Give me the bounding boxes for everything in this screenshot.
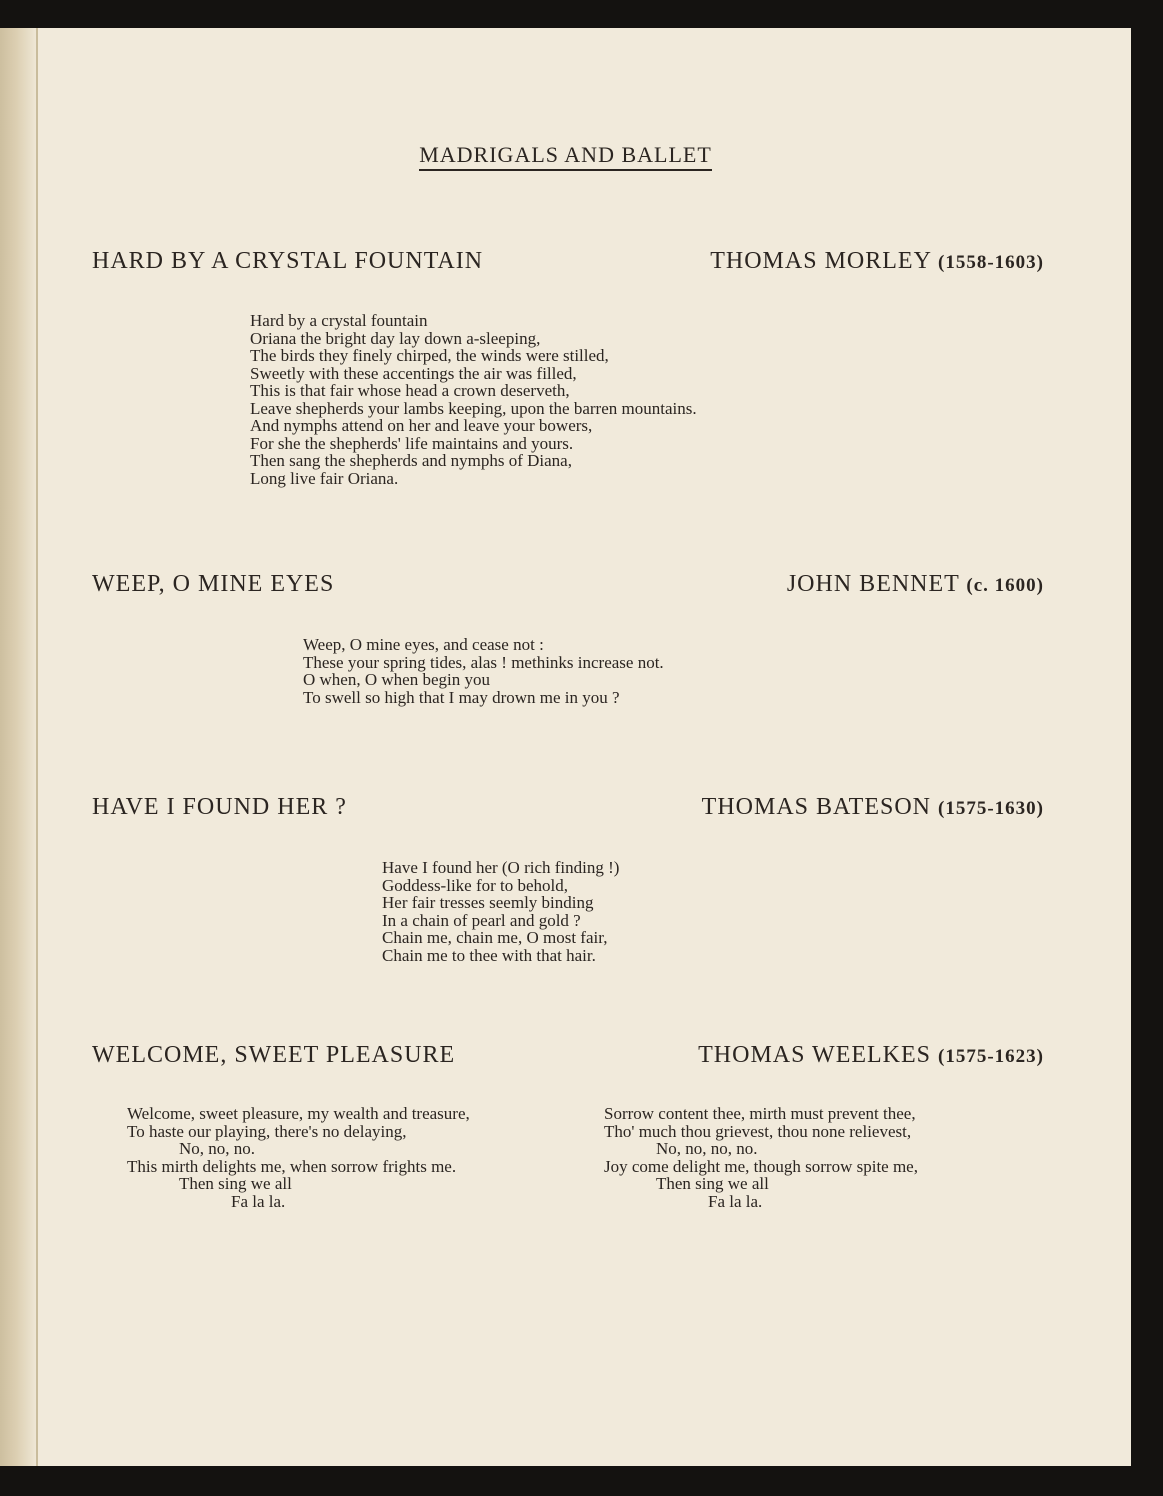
composer-dates: (c. 1600) [966, 575, 1044, 596]
lyric-line: And nymphs attend on her and leave your bowers, [250, 416, 593, 435]
song-lyrics-verse-2 [604, 1105, 918, 1210]
lyric-line: Chain me to thee with that hair. [382, 945, 596, 965]
lyric-line: This is that fair whose head a crown deserveth, [250, 381, 570, 400]
song-lyrics [250, 312, 697, 487]
composer-name: THOMAS MORLEY [710, 248, 932, 274]
lyric-line: Long live fair Oriana. [250, 468, 399, 488]
song-composer [787, 571, 1044, 598]
lyric-line: In a chain of pearl and gold ? [382, 910, 581, 930]
song-composer [698, 1042, 1044, 1069]
composer-name: THOMAS WEELKES [698, 1042, 932, 1068]
page-edge [36, 28, 38, 1466]
lyric-line: Goddess-like for to behold, [382, 875, 569, 895]
lyric-line: Then sing we all [656, 1174, 769, 1193]
song-title: HARD BY A CRYSTAL FOUNTAIN [92, 248, 484, 274]
song-lyrics [382, 859, 619, 964]
lyric-line: Fa la la. [231, 1191, 286, 1211]
composer-dates: (1575-1623) [938, 1046, 1044, 1067]
song-composer [710, 248, 1044, 275]
lyric-line: This mirth delights me, when sorrow frights me. [127, 1156, 457, 1176]
song-lyrics [303, 636, 664, 706]
lyric-line: The birds they finely chirped, the winds were stilled, [250, 346, 609, 365]
lyric-line: Fa la la. [708, 1191, 763, 1211]
lyric-line: For she the shepherds' life maintains and yours. [250, 433, 574, 453]
lyric-line: Leave shepherds your lambs keeping, upon the barren mountains. [250, 398, 697, 418]
lyric-line: Hard by a crystal fountain [250, 311, 428, 330]
lyric-line: Have I found her (O rich finding !) [382, 858, 620, 877]
lyric-line: Welcome, sweet pleasure, my wealth and treasure, [127, 1104, 470, 1123]
lyric-line: No, no, no, no. [656, 1139, 758, 1158]
song-title: WELCOME, SWEET PLEASURE [92, 1042, 456, 1068]
song-title: HAVE I FOUND HER ? [92, 794, 347, 820]
lyric-line: No, no, no. [179, 1139, 256, 1158]
lyric-line: Her fair tresses seemly binding [382, 893, 594, 912]
lyric-line: Weep, O mine eyes, and cease not : [303, 635, 544, 654]
composer-name: THOMAS BATESON [701, 794, 932, 820]
song-composer [702, 794, 1044, 821]
lyric-line: Sorrow content thee, mirth must prevent thee, [604, 1104, 916, 1123]
section-heading: MADRIGALS AND BALLET [0, 142, 1131, 171]
lyric-line: These your spring tides, alas ! methinks increase not. [303, 652, 664, 672]
lyric-line: Tho' much thou grievest, thou none relievest, [604, 1121, 912, 1141]
lyric-line: Joy come delight me, though sorrow spite me, [604, 1156, 918, 1176]
lyric-line: Then sang the shepherds and nymphs of Diana, [250, 451, 572, 470]
book-spine-shadow [0, 28, 36, 1466]
program-page [0, 28, 1131, 1466]
lyric-line: To swell so high that I may drown me in you ? [303, 687, 620, 707]
lyric-line: Then sing we all [179, 1174, 292, 1193]
lyric-line: Sweetly with these accentings the air was filled, [250, 363, 577, 383]
song-lyrics-verse-1 [127, 1105, 470, 1210]
composer-name: JOHN BENNET [786, 571, 960, 597]
composer-dates: (1575-1630) [938, 798, 1044, 819]
song-title: WEEP, O MINE EYES [92, 571, 335, 597]
lyric-line: Chain me, chain me, O most fair, [382, 928, 608, 947]
lyric-line: To haste our playing, there's no delaying, [127, 1121, 407, 1141]
lyric-line: O when, O when begin you [303, 670, 490, 689]
composer-dates: (1558-1603) [938, 252, 1044, 273]
lyric-line: Oriana the bright day lay down a-sleeping, [250, 328, 541, 348]
